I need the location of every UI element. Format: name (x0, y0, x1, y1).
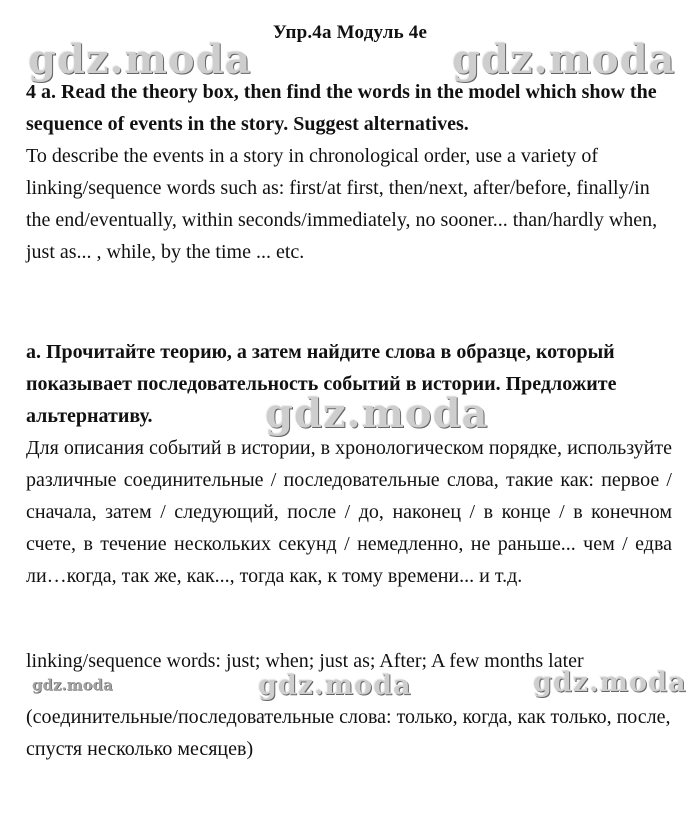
answer-ru-text: (соединительные/последовательные слова: только, когда, как только, после, спустя несколько месяцев) (26, 706, 671, 760)
answer-en-text: linking/sequence words: just; when; just as; After; A few months later (26, 650, 584, 672)
theory-ru-box (26, 432, 672, 592)
watermark-logo-small: gdz.moda (32, 676, 113, 694)
watermark-logo: gdz.moda (28, 36, 252, 83)
page-title: Упр.4а Модуль 4е (272, 22, 428, 43)
watermark-logo: gdz.moda (265, 390, 489, 437)
task-en-heading (26, 76, 672, 140)
theory-en-text: To describe the events in a story in chronological order, use a variety of linking/sequence words such as: first/at first, then/next, after/before, finally/in the end/eventually, within seconds/immediately, no sooner... than/hardly when, just as... , while, by the time ... etc. (26, 145, 658, 263)
task-en-text: 4 а. Read the theory box, then find the words in the model which show the sequence of events in the story. Suggest alternatives. (26, 81, 657, 135)
watermark-logo: gdz.moda (258, 670, 412, 701)
theory-ru-text: Для описания событий в истории, в хронологическом порядке, используйте различные соединительные / последовательные слова, такие как: первое /сначала, затем / следующий, после / до, наконец / в конце / в конечном счете, в течение нескольких секунд / немедленно, не раньше... чем / едва ли…когда, так же, как..., тогда как, к тому времени... и т.д. (26, 437, 672, 587)
theory-en-box (26, 140, 672, 268)
watermark-logo: gdz.moda (533, 667, 687, 698)
task-ru-text: а. Прочитайте теорию, а затем найдите слова в образце, который показывает последовательность событий в истории. Предложите альтернативу. (26, 341, 617, 427)
answer-ru (26, 701, 672, 765)
watermark-logo: gdz.moda (452, 36, 676, 83)
